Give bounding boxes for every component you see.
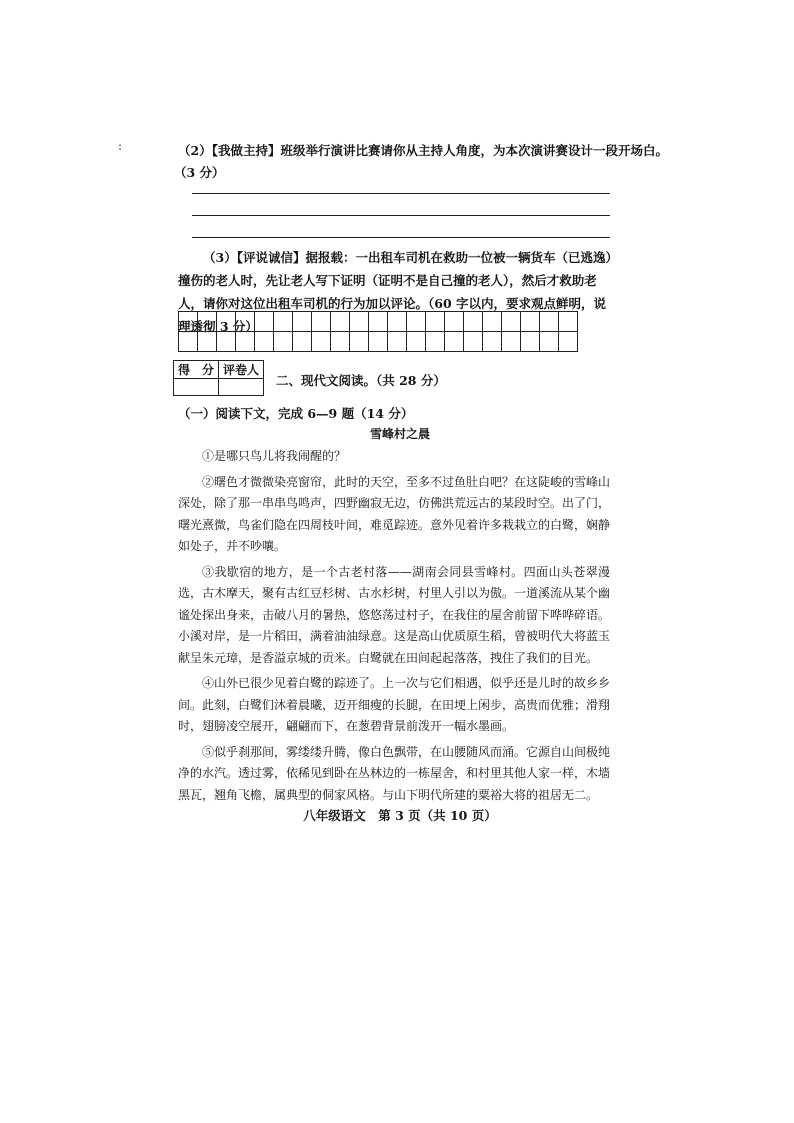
margin-mark: : <box>118 139 123 153</box>
grid-row <box>179 312 578 332</box>
article-body <box>178 446 610 810</box>
article-paragraph: ③我歇宿的地方，是一个古老村落——湖南会同县雪峰村。四面山头苍翠漫选，古木摩天，聚有古红豆杉树、古水杉树，村里人引以为傲。一道溪流从某个幽谧处探出身来，击破八月的暑热，悠悠荡过村子，在我住的屋舍前留下哗哗碎语。小溪对岸，是一片稻田，满着油油绿意。这是高山优质原生稻，曾被明代大将蓝玉献呈朱元璋，是香溢京城的贡米。白鹭就在田间起起落落，拽住了我们的目光。 <box>178 564 611 665</box>
answer-grid[interactable] <box>178 311 578 352</box>
score-label: 得 分 <box>174 361 219 379</box>
article-paragraph: ②曙色才微微染亮窗帘，此时的天空，至多不过鱼肚白吧？在这陡峻的雪峰山深处，除了那一串串鸟鸣声，四野幽寂无边，仿佛洪荒远古的某段时空。出了门，曙光熹微，鸟雀们隐在四周枝叶间，难觅踪迹。意外见着许多栽栽立的白鹭，娴静如处子，并不吵嚷。 <box>178 474 611 553</box>
question-2-prompt: （2）【我做主持】班级举行演讲比赛请你从主持人角度，为本次演讲赛设计一段开场白。 <box>178 143 668 158</box>
article-paragraph: ①是哪只鸟儿将我闹醒的？ <box>202 449 347 463</box>
question-2-points: （3 分） <box>174 165 225 180</box>
article-title: 雪峰村之晨 <box>369 427 430 441</box>
article-paragraph: ⑤似乎刹那间，雾缕缕升腾，像白色飘带，在山腰随风而涌。它源自山间极纯净的水汽。透过雾，依稀见到卧在丛林边的一栋屋舍，和村里其他人家一样，木墙黑瓦，翘角飞檐，属典型的侗家风格。与山下明代所建的粟裕大将的祖居无二。 <box>178 744 611 802</box>
subsection-1-title: （一）阅读下文，完成 6—9 题（14 分） <box>178 406 414 421</box>
grid-row <box>179 332 578 352</box>
score-box <box>173 360 264 396</box>
grader-cell[interactable] <box>219 379 264 396</box>
answer-line[interactable] <box>192 215 610 216</box>
score-cell[interactable] <box>174 379 219 396</box>
page-footer: 八年级语文 第 3 页（共 10 页） <box>303 808 497 823</box>
question-3-text: （3）【评说诚信】据报载：一出租车司机在救助一位被一辆货车（已逃逸）撞伤的老人时，先让老人写下证明（证明不是自己撞的老人），然后才救助老人，请你对这位出租车司机的行为加以评论。（60 字以内，要求观点鲜明，说理透彻 3 分） <box>178 250 618 334</box>
grader-label: 评卷人 <box>219 361 264 379</box>
answer-line[interactable] <box>192 237 610 238</box>
answer-line[interactable] <box>192 193 610 194</box>
article-paragraph: ④山外已很少见着白鹭的踪迹了。上一次与它们相遇，似乎还是儿时的故乡乡间。此刻，白鹭们沐着晨曦，迈开细瘦的长腿，在田埂上闲步，高贵而优雅；滑翔时，翅膀凌空展开，翩翩而下，在葱碧背景前泼开一幅水墨画。 <box>178 676 611 733</box>
section-2-title: 二、现代文阅读。（共 28 分） <box>276 373 446 388</box>
